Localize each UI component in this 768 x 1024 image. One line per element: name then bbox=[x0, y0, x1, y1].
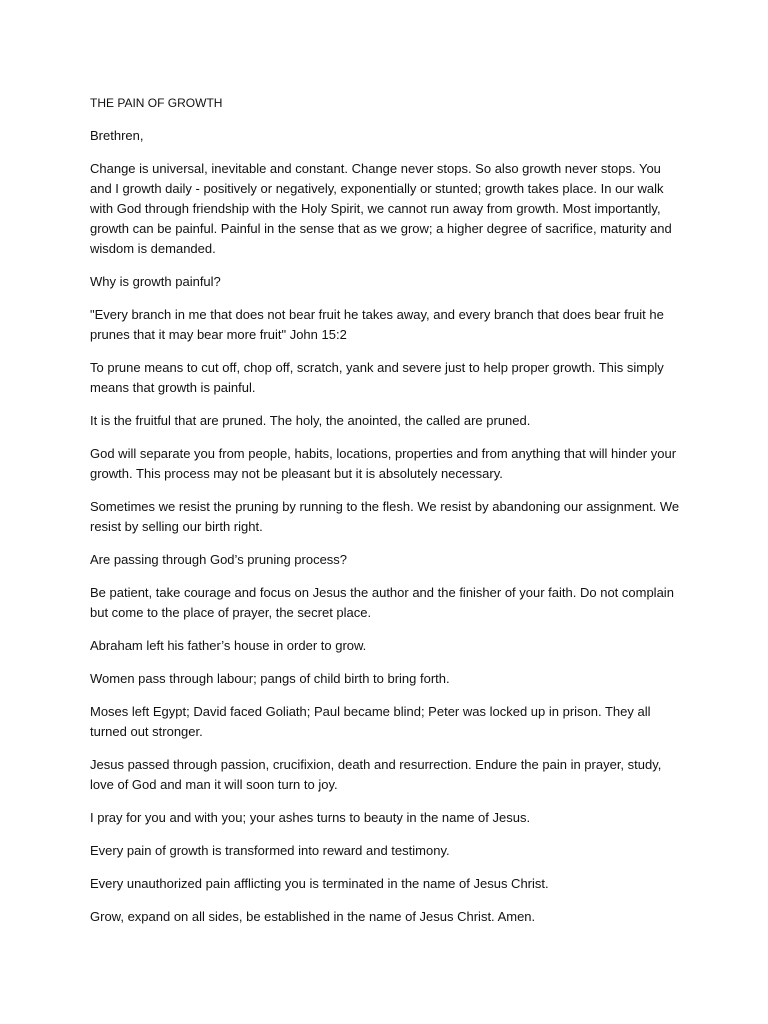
paragraph: Change is universal, inevitable and constant. Change never stops. So also growth never stops. You and I growth daily - positively or negatively, exponentially or stunted; growth takes place. In our walk with God through friendship with the Holy Spirit, we cannot run away from growth. Most importantly, growth can be painful. Painful in the sense that as we grow; a higher degree of sacrifice, maturity and wisdom is demanded. bbox=[90, 161, 672, 256]
paragraph: Moses left Egypt; David faced Goliath; Paul became blind; Peter was locked up in prison. They all turned out stronger. bbox=[90, 704, 651, 739]
paragraph: Jesus passed through passion, crucifixion, death and resurrection. Endure the pain in prayer, study, love of God and man it will soon turn to joy. bbox=[90, 757, 662, 792]
paragraph-scripture-quote: "Every branch in me that does not bear fruit he takes away, and every branch that does bear fruit he prunes that it may bear more fruit" John 15:2 bbox=[90, 307, 664, 342]
document-body bbox=[90, 93, 680, 940]
paragraph: God will separate you from people, habits, locations, properties and from anything that will hinder your growth. This process may not be pleasant but it is absolutely necessary. bbox=[90, 446, 677, 481]
document-title: THE PAIN OF GROWTH bbox=[90, 96, 223, 110]
paragraph: To prune means to cut off, chop off, scratch, yank and severe just to help proper growth. This simply means that growth is painful. bbox=[90, 360, 664, 395]
paragraph: Every pain of growth is transformed into reward and testimony. bbox=[90, 843, 450, 858]
salutation: Brethren, bbox=[90, 128, 144, 143]
paragraph: Are passing through God’s pruning process? bbox=[90, 552, 348, 567]
paragraph: Be patient, take courage and focus on Jesus the author and the finisher of your faith. Do not complain but come to the place of prayer, the secret place. bbox=[90, 585, 674, 620]
paragraph: Every unauthorized pain afflicting you is terminated in the name of Jesus Christ. bbox=[90, 876, 549, 891]
paragraph: It is the fruitful that are pruned. The holy, the anointed, the called are pruned. bbox=[90, 413, 531, 428]
paragraph: Why is growth painful? bbox=[90, 274, 221, 289]
paragraph: Women pass through labour; pangs of child birth to bring forth. bbox=[90, 671, 450, 686]
paragraph: Abraham left his father’s house in order to grow. bbox=[90, 638, 367, 653]
paragraph: I pray for you and with you; your ashes turns to beauty in the name of Jesus. bbox=[90, 810, 531, 825]
closing-paragraph: Grow, expand on all sides, be established in the name of Jesus Christ. Amen. bbox=[90, 909, 536, 924]
paragraph: Sometimes we resist the pruning by running to the flesh. We resist by abandoning our assignment. We resist by selling our birth right. bbox=[90, 499, 680, 534]
